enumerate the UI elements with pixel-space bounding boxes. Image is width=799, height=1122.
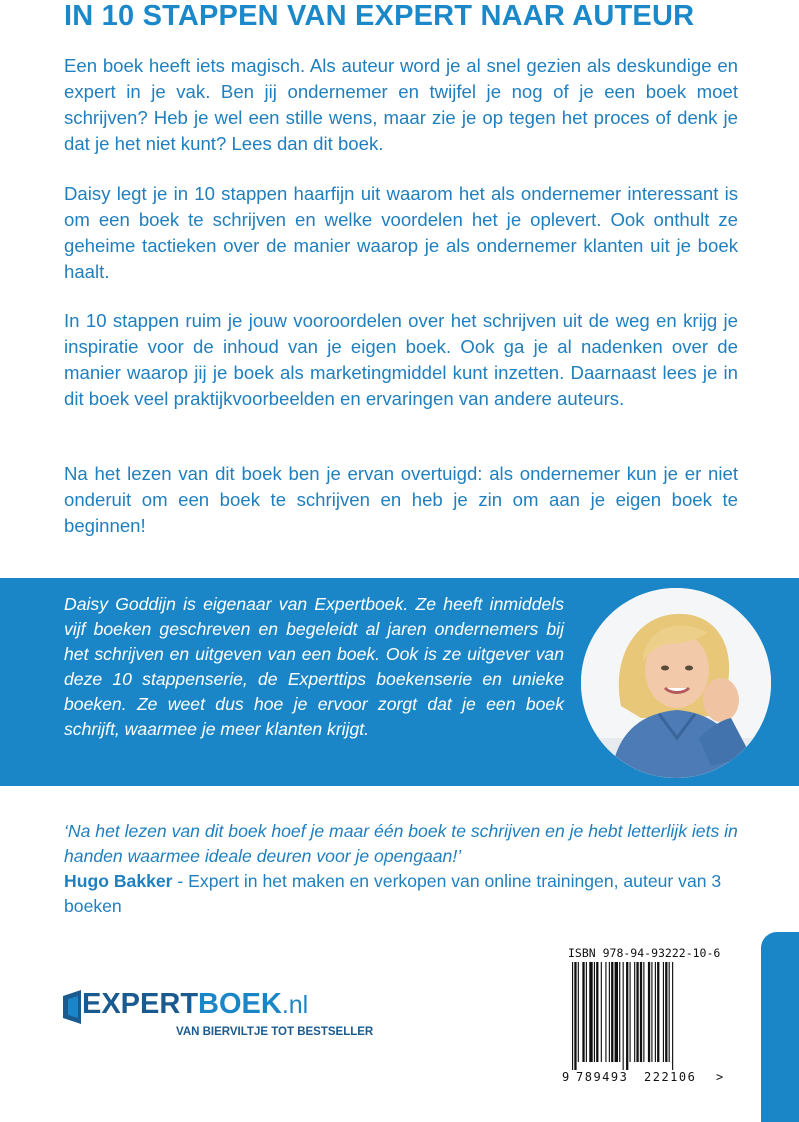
logo-word-expert: EXPERT bbox=[82, 988, 199, 1020]
expertboek-logo bbox=[64, 988, 374, 1048]
barcode-digits-left: 789493 bbox=[576, 1070, 629, 1084]
testimonial bbox=[64, 819, 754, 919]
barcode-digits-right: 222106 bbox=[644, 1070, 697, 1084]
testimonial-attribution bbox=[64, 869, 754, 919]
isbn-barcode bbox=[560, 942, 726, 1084]
logo-word-boek: BOEK bbox=[198, 988, 282, 1020]
testimonial-author-description: - Expert in het maken en verkopen van online trainingen, auteur van 3 boeken bbox=[64, 871, 722, 916]
barcode-arrow: > bbox=[716, 1070, 724, 1084]
side-tab-decoration bbox=[761, 932, 799, 1122]
logo-word-nl: .nl bbox=[281, 991, 309, 1019]
barcode-graphic bbox=[560, 962, 726, 1084]
book-title: IN 10 STAPPEN VAN EXPERT NAAR AUTEUR bbox=[64, 0, 695, 32]
logo-wordmark bbox=[82, 988, 308, 1021]
blurb-paragraph-3: In 10 stappen ruim je jouw vooroordelen over het schrijven uit de weg en krijg je inspiratie voor de inhoud van je eigen boek. Ook ga je al nadenken over de manier waarop jij je boek als marketingmiddel kunt inzetten. Daarnaast lees je in dit boek veel praktijkvoorbeelden en ervaringen van andere auteurs. bbox=[64, 310, 738, 409]
testimonial-author: Hugo Bakker bbox=[64, 871, 173, 891]
testimonial-text: ‘Na het lezen van dit boek hoef je maar één boek te schrijven en je hebt letterlijk iets in handen waarmee ideale deuren voor je opengaan!’ bbox=[64, 821, 738, 866]
blurb-paragraph-4: Na het lezen van dit boek ben je ervan overtuigd: als ondernemer kun je er niet onderuit om een boek te schrijven en heb je zin om aan je eigen boek te beginnen! bbox=[64, 463, 738, 536]
author-photo bbox=[581, 588, 771, 778]
blurb-paragraph-1: Een boek heeft iets magisch. Als auteur word je al snel gezien als deskundige en expert in je vak. Ben jij ondernemer en twijfel je nog of je een boek moet schrijven? Heb je wel een stille wens, maar zie je op tegen het proces of denk je dat je het niet kunt? Lees dan dit boek. bbox=[64, 55, 738, 154]
expertboek-logo-mark-icon bbox=[63, 990, 83, 1024]
barcode-bars bbox=[572, 962, 673, 1070]
blurb-paragraph-2: Daisy legt je in 10 stappen haarfijn uit waarom het als ondernemer interessant is om een boek te schrijven en welke voordelen het je oplevert. Ook onthult ze geheime tactieken over de manier waarop je als ondernemer klanten uit je boek haalt. bbox=[64, 183, 738, 282]
author-bio: Daisy Goddijn is eigenaar van Expertboek. Ze heeft inmiddels vijf boeken geschreven en begeleidt al jaren ondernemers bij het schrijven en uitgeven van een boek. Ook is ze uitgever van deze 10 stappenserie, de Experttips boekenserie en unieke boeken. Ze weet dus hoe je ervoor zorgt dat je een boek schrijft, waarmee je meer klanten krijgt. bbox=[64, 594, 564, 739]
barcode-digit-first: 9 bbox=[562, 1070, 570, 1084]
logo-tagline: VAN BIERVILTJE TOT BESTSELLER bbox=[176, 1026, 374, 1038]
author-portrait-illustration bbox=[581, 588, 771, 778]
isbn-label: ISBN 978-94-93222-10-6 bbox=[568, 946, 721, 960]
